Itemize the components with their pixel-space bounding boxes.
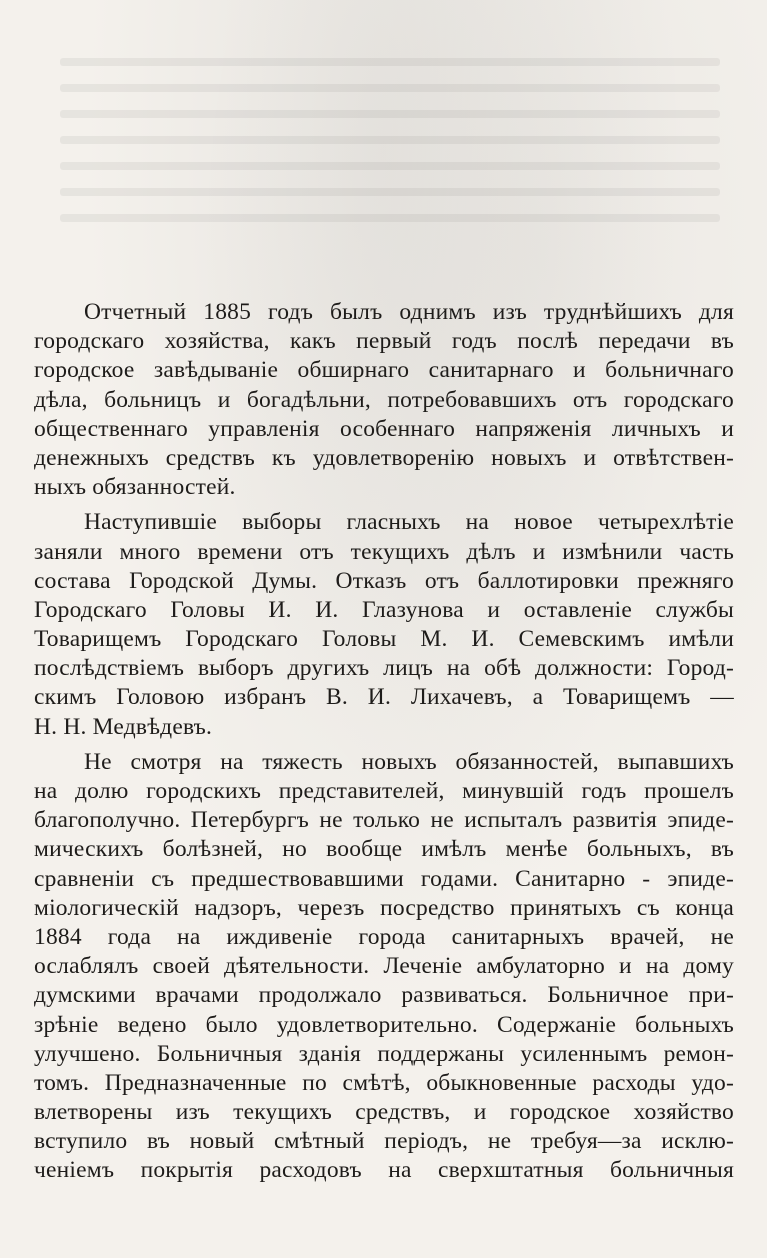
text-line: мическихъ болѣзней, но вообще имѣлъ менѣе больныхъ, въ [34,836,734,863]
paragraph-3 [34,748,734,1186]
text-line: ослаблялъ своей дѣятельности. Леченіе амбулаторно и на дому [34,953,734,980]
text-line: ченіемъ покрытія расходовъ на сверхштатныя больничныя [34,1157,734,1184]
text-line: состава Городской Думы. Отказъ отъ баллотировки прежняго [34,567,734,594]
text-line: Отчетный 1885 годъ былъ однимъ изъ труднѣйшихъ для [84,299,734,325]
text-line: на долю городскихъ представителей, минувшій годъ прошелъ [34,778,734,804]
text-line: Городскаго Головы И. И. Глазунова и оставленіе службы [34,596,734,623]
text-line: благополучно. Петербургъ не только не испыталъ развитія эпиде- [34,807,734,834]
text-line: ныхъ обязанностей. [34,474,236,501]
text-line: Товарищемъ Городскаго Головы М. И. Семевскимъ имѣли [34,626,734,653]
text-line: послѣдствіемъ выборъ другихъ лицъ на обѣ должности: Город- [34,655,734,682]
text-line: 1884 года на иждивеніе города санитарныхъ врачей, не [34,923,734,950]
text-line: денежныхъ средствъ къ удовлетворенію новыхъ и отвѣтствен- [34,444,734,471]
text-line: улучшено. Больничныя зданія поддержаны усиленнымъ ремон- [34,1040,734,1067]
text-line: влетворены изъ текущихъ средствъ, и городское хозяйство [34,1099,734,1126]
text-line: томъ. Предназначенные по смѣтѣ, обыкновенные расходы удо- [34,1069,734,1096]
text-line: городскаго хозяйства, какъ первый годъ послѣ передачи въ [34,328,734,355]
text-line: дѣла, больницъ и богадѣльни, потребовавшихъ отъ городскаго [34,386,734,413]
text-line: Не смотря на тяжесть новыхъ обязанностей, выпавшихъ [84,748,734,775]
text-line: общественнаго управленія особеннаго напряженія личныхъ и [34,415,734,442]
paragraph-1 [34,298,734,502]
text-line: міологическій надзоръ, черезъ посредство принятыхъ съ конца [34,894,734,921]
body-text [34,298,734,1186]
text-line: думскими врачами продолжало развиваться. Больничное при- [34,982,734,1009]
text-line: сравненіи съ предшествовавшими годами. Санитарно - эпиде- [34,865,734,892]
text-line: Н. Н. Медвѣдевъ. [34,713,213,740]
paragraph-2 [34,508,734,742]
show-through-text [60,40,720,290]
text-line: зрѣніе ведено было удовлетворительно. Содержаніе больныхъ [34,1011,734,1038]
text-line: Наступившіе выборы гласныхъ на новое четырехлѣтіе [84,509,734,536]
text-line: заняли много времени отъ текущихъ дѣлъ и измѣнили часть [34,538,734,565]
text-line: вступило въ новый смѣтный періодъ, не требуя—за исклю- [34,1128,734,1155]
text-line: городское завѣдываніе обширнаго санитарнаго и больничнаго [34,357,734,384]
text-line: скимъ Головою избранъ В. И. Лихачевъ, а Товарищемъ — [34,684,734,711]
